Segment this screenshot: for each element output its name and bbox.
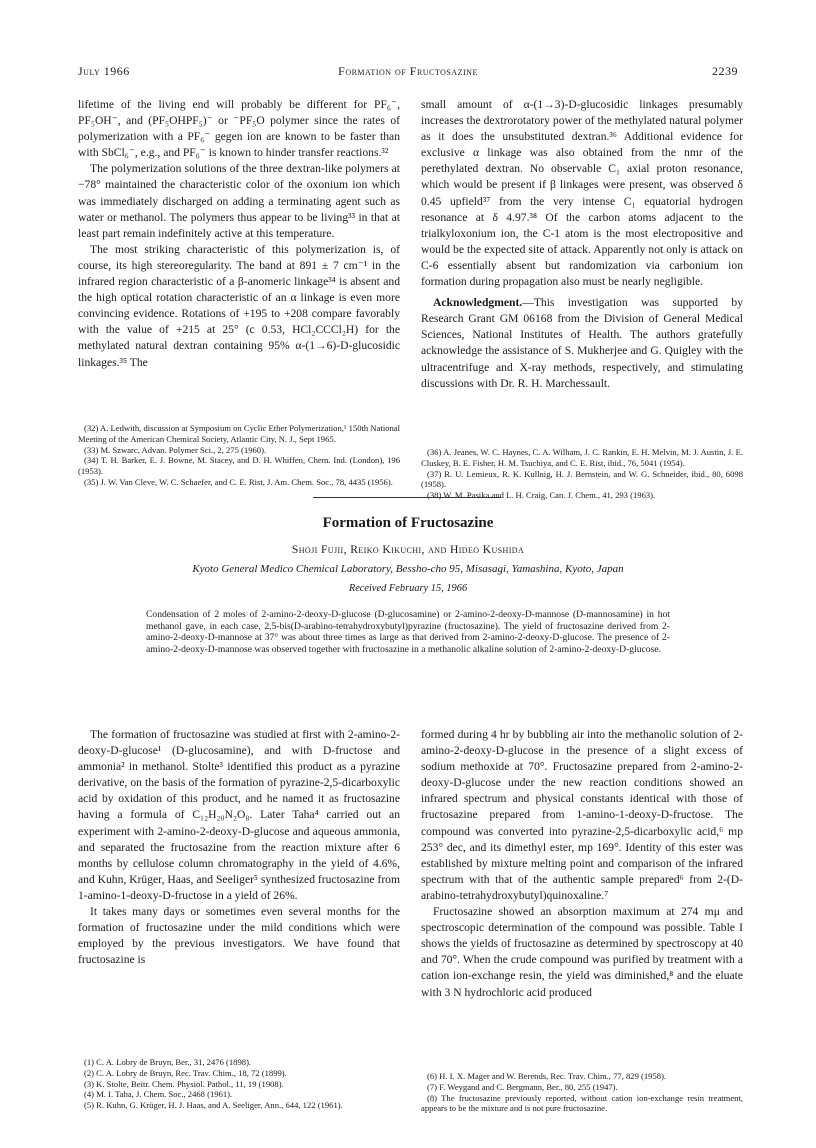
footnotes-32-35 [78,423,400,488]
running-head-title: Formation of Fructosazine [338,64,478,78]
body-paragraph: Fructosazine showed an absorption maximum at 274 mμ and spectroscopic determination of the compound was possible. Table I shows the yields of fructosazine as determined by spectroscopy at 40 and 70°. When the crude compound was purified by treatment with a cation ion-exchange resin, the yield was diminished,⁸ and the eluate with 3 N hydrochloric acid produced [421,905,743,999]
footnote: (35) J. W. Van Cleve, W. C. Schaefer, and C. E. Rist, J. Am. Chem. Soc., 78, 4435 (1956). [84,476,393,487]
acknowledgment-text: —This investigation was supported by Research Grant GM 06168 from the Division of General Medical Sciences, National Institutes of Health. The authors gratefully acknowledge the assistance of S. Mukherjee and G. Quigley with the ultracentrifuge and X-ray methods, respectively, and stimulating discussions with Dr. R. H. Marchessault. [421,296,743,390]
article-abstract: Condensation of 2 moles of 2-amino-2-deoxy-D-glucose (D-glucosamine) or 2-amino-2-deoxy-D-mannose (D-mannosamine) in hot methanol gave, in each case, 2,5-bis(D-arabino-tetrahydroxybutyl)pyrazine (fructosazine). The yield of fructosazine derived from 2-amino-2-deoxy-D-mannose at 37° was about three times as large as that derived from 2-amino-2-deoxy-D-glucose. The presence of 2-amino-2-deoxy-D-mannose was observed together with fructosazine in a methanolic alkaline solution of 2-amino-2-deoxy-D-glucose. [146,609,670,655]
article-affiliation: Kyoto General Medico Chemical Laboratory, Bessho-cho 95, Misasagi, Yamashina, Kyoto, Japan [192,563,624,575]
footnotes-36-38 [421,447,743,501]
body-paragraph: The polymerization solutions of the three dextran-like polymers at −78° maintained the characteristic color of the oxonium ion which was immediately discharged on adding a terminating agent such as water or methanol. The polymers thus appear to be living³³ in that at least part remain indefinitely active at this temperature. [78,162,400,240]
footnote: (4) M. I. Taha, J. Chem. Soc., 2468 (1961). [84,1089,233,1100]
footnote: (7) F. Weygand and C. Bergmann, Ber., 80, 255 (1947). [427,1081,618,1092]
article-title: Formation of Fructosazine [322,515,494,531]
acknowledgment [421,295,743,392]
body-paragraph: It takes many days or sometimes even several months for the formation of fructosazine under the mild conditions which were employed by the previous investigators. We have found that fructosazine is [78,905,400,967]
received-date: Received February 15, 1966 [348,583,468,594]
body-paragraph: small amount of α-(1→3)-D-glucosidic linkages presumably increases the dextrorotatory power of the methylated natural polymer as it does the unsubstituted dextran.³⁶ Additional evidence for exclusive α linkage was also obtained from the nmr of the perethylated dextran. No observable C₁ axial proton resonance, which would be present if β linkages were present, was observed δ 0.45 upfield³⁷ from the very intense C₁ equatorial hydrogen resonance at δ 4.97.³⁸ Of the carbon atoms adjacent to the trialkyloxonium ion, the C-1 atom is the most electropositive and would be the expected site of attack. Apparently not only is attack on C-6 essentially absent but randomization via carbonium ion formation during propagation also must be nearly negligible. [421,98,743,289]
footnote: (37) R. U. Lemieux, R. K. Kullnig, H. J. Bernstein, and W. G. Schneider, ibid., 80, 6098 (1958). [421,468,743,490]
article-authors: Shoji Fujii, Reiko Kikuchi, and Hideo Kushida [291,543,525,556]
body-paragraph: lifetime of the living end will probably be different for PF₆⁻, PF₅OH⁻, and (PF₅OHPF₅)⁻ or ⁻PF₅O polymer since the rates of polymerization with a PF₆⁻ gegen ion are known to be faster than with SbCl₆⁻, e.g., and PF₆⁻ is known to hinder transfer reactions.³² [78,98,400,160]
footnote: (38) W. M. Pasika and L. H. Craig, Can. J. Chem., 41, 293 (1963). [427,490,656,501]
article-right-column [421,727,743,1001]
footnote: (36) A. Jeanes, W. C. Haynes, C. A. Wilham, J. C. Rankin, E. H. Melvin, M. J. Austin, J. E. Cluskey, B. E. Fisher, H. M. Tsuchiya, and C. E. Rist, ibid., 76, 5041 (1954). [421,447,743,468]
footnote: (32) A. Ledwith, discussion at Symposium on Cyclic Ether Polymerization,¹ 150th National Meeting of the American Chemical Society, Atlantic City, N. J., Sept 1965. [78,423,400,444]
article-left-column [78,727,400,968]
body-paragraph: The most striking characteristic of this polymerization is, of course, its high stereoregularity. The band at 891 ± 7 cm⁻¹ in the infrared region characteristic of a β-anomeric linkage³⁴ is absent and the high optical rotation characteristic of an α linkage is even more convincing evidence. Rotations of +195 to +208 compare favorably with the value of +215 at 25° (c 0.53, HCl₂CCCl₂H) for the methylated natural dextran containing 95% α-(1→6)-D-glucosidic linkages.³⁵ The [78,242,400,369]
footnotes-6-8 [421,1071,743,1114]
footnote: (8) The fructosazine previously reported, without cation ion-exchange resin treatment, appears to be the mixture and is not pure fructosazine. [421,1092,743,1114]
footnotes-1-5 [78,1057,400,1111]
previous-article-right-column [421,97,743,392]
footnote: (1) C. A. Lobry de Bruyn, Ber., 31, 2476 (1898). [84,1057,252,1067]
page-number: 2239 [712,64,738,78]
footnote: (3) K. Stolte, Beitr. Chem. Physiol. Pathol., 11, 19 (1908). [84,1078,284,1089]
running-head-date: July 1966 [78,64,130,78]
body-paragraph: The formation of fructosazine was studied at first with 2-amino-2-deoxy-D-glucose¹ (D-glucosamine), and with D-fructose and ammonia² in methanol. Stolte³ identified this product as a pyrazine derivative, on the basis of the formation of pyrazine-2,5-dicarboxylic acid by oxidation of this product, and he named it as fructosazine having a formula of C₁₂H₂₀N₂O₈. Later Taha⁴ carried out an experiment with 2-amino-2-deoxy-D-glucose and aqueous ammonia, and separated the fructosazine from the reaction mixture after 6 months by cellulose column chromatography in the yield of 4.6%, and Kuhn, Krüger, Haas, and Seeliger⁵ synthesized fructosazine from 1-amino-1-deoxy-D-fructose in a yield of 26%. [78,728,400,902]
acknowledgment-heading: Acknowledgment. [433,296,523,310]
footnote: (34) T. H. Barker, E. J. Bowne, M. Stacey, and D. H. Whiffen, Chem. Ind. (London), 196 (1953). [78,455,400,477]
footnote: (6) H. I. X. Mager and W. Berends, Rec. Trav. Chim., 77, 829 (1958). [427,1071,667,1081]
footnote: (33) M. Szwarc, Advan. Polymer Sci., 2, 275 (1960). [84,444,267,455]
previous-article-left-column [78,97,400,371]
footnote: (2) C. A. Lobry de Bruyn, Rec. Trav. Chim., 18, 72 (1899). [84,1067,287,1078]
body-paragraph: formed during 4 hr by bubbling air into the methanolic solution of 2-amino-2-deoxy-D-glucose in the presence of a slight excess of sodium methoxide at 70°. Fructosazine prepared from 2-amino-2-deoxy-D-glucose under the new reaction conditions showed an infrared spectrum and physical constants identical with those of fructosazine prepared from 1-amino-1-deoxy-D-fructose. The compound was converted into pyrazine-2,5-dicarboxylic acid,⁶ mp 253° dec, and its dimethyl ester, mp 169°. Identity of this ester was established by mixture melting point and comparison of the infrared spectrum with that of the authentic sample prepared⁶ from 2-(D-arabino-tetrahydroxybutyl)quinoxaline.⁷ [421,728,743,902]
running-head [78,64,738,80]
article-divider [313,497,501,498]
footnote: (5) R. Kuhn, G. Krüger, H. J. Haas, and A. Seeliger, Ann., 644, 122 (1961). [84,1100,343,1111]
